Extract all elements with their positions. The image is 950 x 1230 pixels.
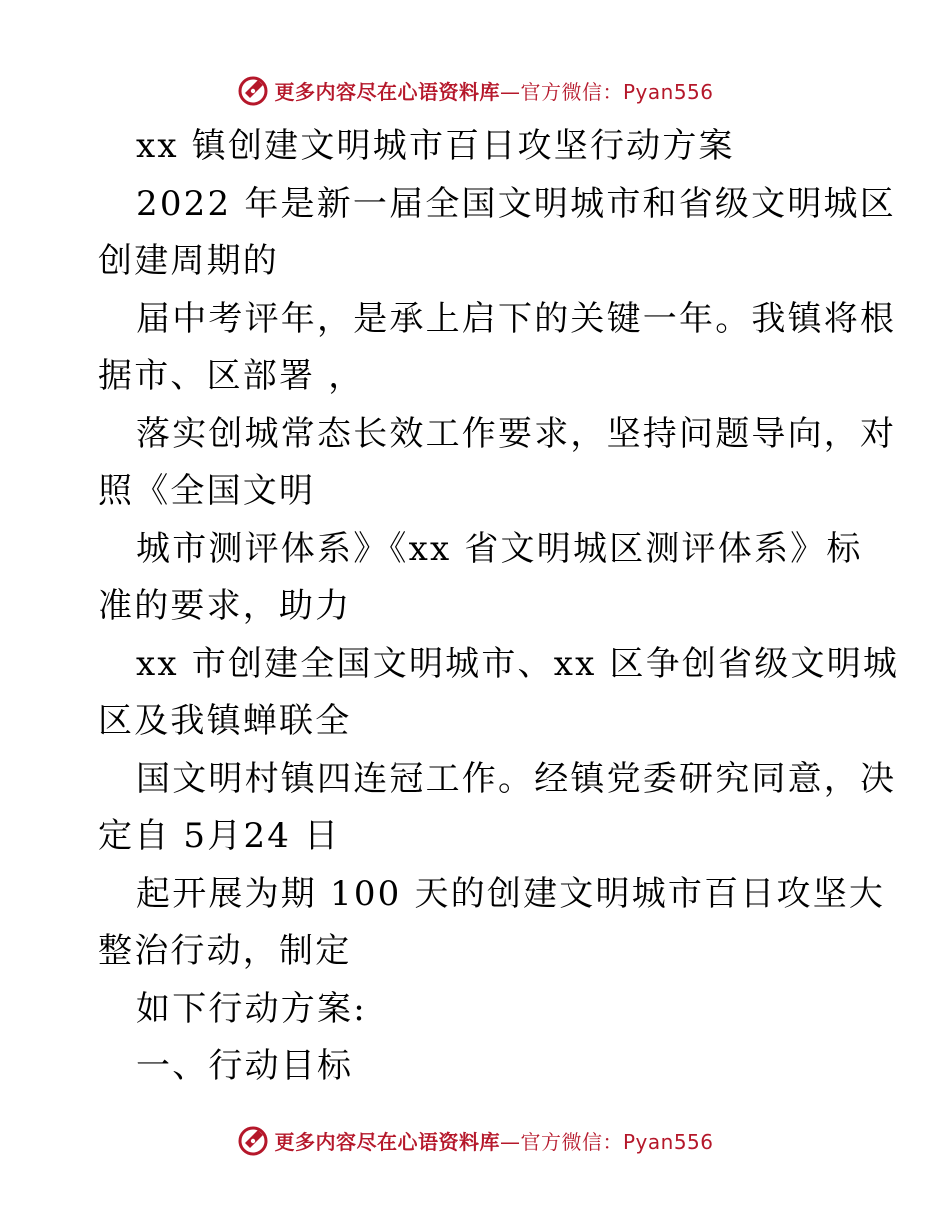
- watermark-wechat-label: 官方微信：: [520, 79, 623, 104]
- watermark-wechat-label: 官方微信：: [520, 1129, 623, 1154]
- document-title: xx 镇创建文明城市百日攻坚行动方案: [136, 126, 735, 166]
- watermark-banner-bottom: [0, 1120, 950, 1160]
- paragraph-line: xx 市创建全国文明城市、xx 区争创省级文明城: [136, 643, 900, 684]
- watermark-text: [274, 76, 713, 105]
- paragraph-line: 区及我镇蝉联全: [98, 701, 352, 741]
- paragraph-line: 起开展为期 100 天的创建文明城市百日攻坚大: [136, 873, 886, 914]
- paragraph-line: 准的要求，助力: [98, 586, 352, 626]
- watermark-text: [274, 1126, 713, 1155]
- paragraph-line: 整治行动，制定: [98, 931, 352, 971]
- paragraph-line: 如下行动方案:: [136, 988, 367, 1029]
- paragraph-line: 届中考评年，是承上启下的关键一年。我镇将根: [136, 298, 897, 339]
- watermark-wechat-id: Pyan556: [622, 79, 714, 104]
- paragraph-line: 2022 年是新一届全国文明城市和省级文明城区: [136, 183, 896, 224]
- watermark-highlight: 更多内容尽在心语资料库: [274, 79, 500, 104]
- paragraph-line: 照《全国文明: [98, 471, 316, 511]
- pen-nib-circle-icon: [236, 1123, 270, 1157]
- paragraph-line: 定自 5月24 日: [98, 816, 341, 856]
- watermark-wechat-id: Pyan556: [622, 1129, 714, 1154]
- paragraph-line: 创建周期的: [98, 241, 279, 281]
- document-body: [98, 118, 900, 1096]
- paragraph-line: 城市测评体系》《xx 省文明城区测评体系》标: [136, 528, 863, 569]
- watermark-separator: —: [499, 79, 521, 104]
- watermark-banner-top: [0, 70, 950, 110]
- pen-nib-circle-icon: [236, 73, 270, 107]
- watermark-separator: —: [499, 1129, 521, 1154]
- paragraph-line: 国文明村镇四连冠工作。经镇党委研究同意，决: [136, 758, 897, 799]
- paragraph-line: 据市、区部署 ，: [98, 356, 365, 396]
- paragraph-line: 落实创城常态长效工作要求，坚持问题导向，对: [136, 413, 897, 454]
- watermark-highlight: 更多内容尽在心语资料库: [274, 1129, 500, 1154]
- section-heading: 一、行动目标: [136, 1046, 354, 1086]
